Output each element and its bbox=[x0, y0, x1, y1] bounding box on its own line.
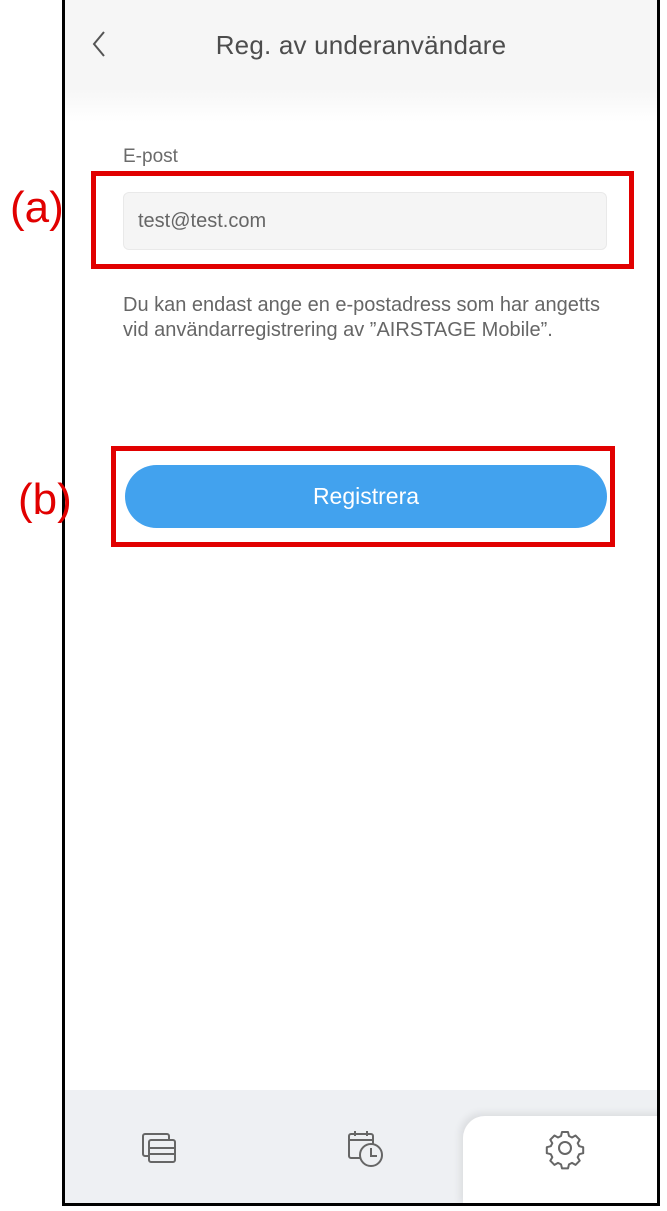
register-button[interactable]: Registrera bbox=[125, 465, 607, 528]
callout-box-a bbox=[91, 171, 634, 269]
page-title: Reg. av underanvändare bbox=[215, 30, 507, 60]
schedule-icon bbox=[343, 1126, 387, 1170]
callout-box-b bbox=[111, 446, 615, 547]
app-header bbox=[65, 0, 657, 122]
email-label: E-post bbox=[123, 146, 178, 167]
tab-devices[interactable] bbox=[137, 1126, 181, 1170]
bottom-tab-bar bbox=[65, 1090, 657, 1206]
tab-settings[interactable] bbox=[543, 1126, 587, 1170]
tab-schedule[interactable] bbox=[343, 1126, 387, 1170]
devices-icon bbox=[137, 1126, 181, 1170]
callout-label-b: (b) bbox=[18, 475, 72, 524]
settings-gear-icon bbox=[543, 1126, 587, 1170]
callout-label-a: (a) bbox=[10, 183, 64, 232]
help-text: Du kan endast ange en e-postadress som har angetts vid användarregistrering av ”AIRSTAGE Mobile”. bbox=[123, 294, 600, 341]
